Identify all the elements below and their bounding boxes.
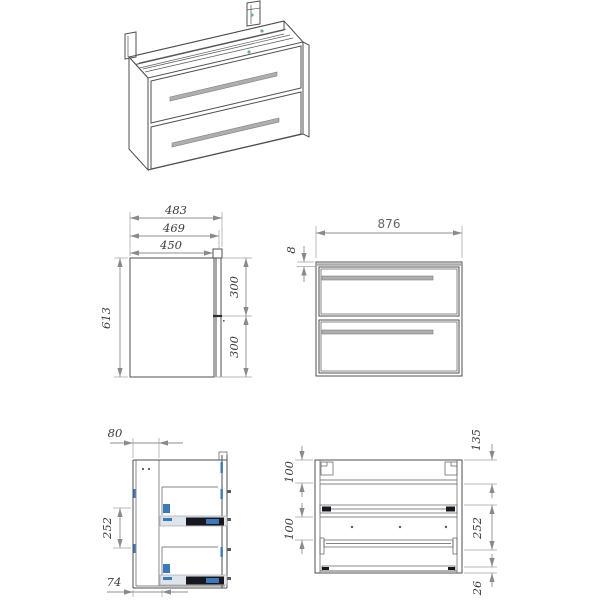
dim-section-top-80: 80 xyxy=(107,426,123,440)
drawer-slide-lower xyxy=(160,547,227,585)
dim-front-width-876: 876 xyxy=(377,217,401,231)
side-panel-left xyxy=(129,57,148,170)
screw-dot xyxy=(260,29,263,32)
dim-fs-right-135: 135 xyxy=(469,429,483,451)
dim-side-lower-300: 300 xyxy=(227,336,241,358)
dim-side-width-450: 450 xyxy=(160,238,182,252)
dim-front-gap-8: 8 xyxy=(284,246,298,254)
front-handle-lower xyxy=(322,330,433,334)
dim-section-bottom-74: 74 xyxy=(106,575,122,589)
wall-bracket-right-icon xyxy=(247,1,260,26)
dim-side-upper-300: 300 xyxy=(227,276,241,298)
perspective-view xyxy=(125,1,309,170)
screw-dot xyxy=(247,50,250,53)
dim-side-height-613: 613 xyxy=(99,307,113,329)
wall-bracket-left-icon xyxy=(125,32,136,59)
side-view-body xyxy=(130,258,214,377)
dim-fs-right-252: 252 xyxy=(470,517,484,539)
dim-side-width-469: 469 xyxy=(163,221,185,235)
side-view xyxy=(99,203,252,377)
dim-fs-left-100-upper: 100 xyxy=(282,461,296,483)
front-handle-upper xyxy=(322,276,433,280)
dim-fs-left-100-lower: 100 xyxy=(282,518,296,540)
side-section-view xyxy=(100,426,231,597)
dim-section-spacing-252: 252 xyxy=(100,517,114,539)
dim-side-width-483: 483 xyxy=(165,203,187,217)
front-view xyxy=(284,217,462,376)
front-section-view xyxy=(282,429,497,596)
dim-fs-right-26: 26 xyxy=(470,580,484,596)
drawer-slide-upper xyxy=(160,487,227,526)
screw-dot xyxy=(250,13,253,16)
